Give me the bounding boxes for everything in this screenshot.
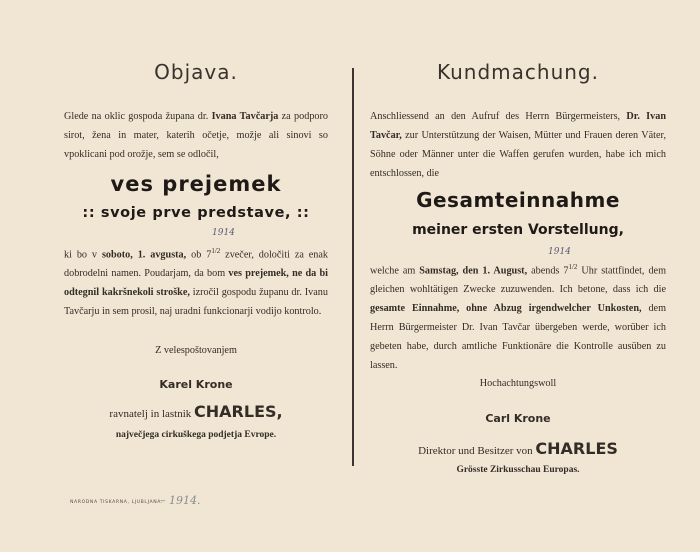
left-intro-text: Glede na oklic gospoda župana dr. xyxy=(64,111,212,122)
right-intro-text: Anschliessend an den Aufruf des Herrn Bürgermeisters, xyxy=(370,111,627,122)
right-intro xyxy=(370,107,666,183)
right-body-d: dem Herrn Bürgermeister Dr. Ivan Tavčar übergeben werde, worüber ich gebeten habe, durch amtliche Funktionäre die Kontrolle ausüben zu lassen. xyxy=(370,303,667,372)
left-subtitle: največjega cirkuškega podjetja Evrope. xyxy=(115,430,277,440)
left-handwritten-year: 1914 xyxy=(212,228,235,238)
right-intro-mayor: Dr. Ivan Tavčar, xyxy=(370,111,666,141)
right-body-c: Uhr stattfindet, dem gleichen wohltätigen Zwecke zuzuwenden. Ich betone, dass ich die xyxy=(370,265,666,296)
right-body-emph: gesamte Einnahme, ohne Abzug irgendwelcher Unkosten, xyxy=(370,303,642,315)
right-role xyxy=(368,439,668,458)
left-body-b: ob 7 xyxy=(186,249,212,261)
footer-handwritten-year: – 1914. xyxy=(160,494,201,507)
left-body-half: 1/2 xyxy=(211,247,221,255)
left-intro-rest: za podporo sirot, žena in mater, katerih očetje, možje ali sinovi so vpoklicani pod orožje, sem se odločil, xyxy=(64,111,328,160)
right-body-a: welche am xyxy=(370,265,420,277)
left-body-date: soboto, 1. avgusta, xyxy=(101,249,187,261)
left-headline-2: :: svoje prve predstave, :: xyxy=(82,205,310,221)
left-body-emph: ves prejemek, ne da bi odtegnil kakršnekoli stroške, xyxy=(64,268,328,299)
right-headline-1: Gesamteinnahme xyxy=(416,188,620,212)
left-role-text: ravnatelj in lastnik xyxy=(109,408,195,420)
right-headline-2: meiner ersten Vorstellung, xyxy=(412,222,624,238)
left-body xyxy=(64,242,328,321)
right-body xyxy=(370,258,666,375)
left-headline-1: ves prejemek xyxy=(110,172,282,196)
left-body-c: zvečer, določiti za enak dobrodelni namen. Poudarjam, da bom xyxy=(64,249,329,280)
column-divider xyxy=(352,68,354,466)
right-body-b: abends 7 xyxy=(527,265,569,277)
left-intro xyxy=(64,107,328,164)
left-greeting: Z velespoštovanjem xyxy=(155,345,237,356)
right-body-date: Samstag, den 1. August, xyxy=(419,265,528,277)
left-intro-mayor: Ivana Tavčarja xyxy=(211,111,279,122)
right-subtitle: Grösste Zirkusschau Europas. xyxy=(456,465,580,475)
right-greeting: Hochachtungswoll xyxy=(479,378,557,389)
right-title: Kundmachung. xyxy=(437,60,599,84)
printer-imprint: NARODNA TISKARNA, LJUBLJANA. xyxy=(70,500,163,505)
right-body-half: 1/2 xyxy=(568,263,578,271)
left-body-d: izročil gospodu županu dr. Ivanu Tavčarju in sem prosil, naj uradni funkcionarji vodijo kontrolo. xyxy=(64,287,328,318)
right-handwritten-year: 1914 xyxy=(548,247,571,257)
left-brand: CHARLES, xyxy=(194,402,283,421)
left-signatory: Karel Krone xyxy=(159,378,233,391)
right-brand: CHARLES xyxy=(535,439,618,458)
left-title: Objava. xyxy=(154,60,238,84)
right-signatory: Carl Krone xyxy=(485,412,551,425)
left-role xyxy=(62,402,330,421)
right-intro-rest: zur Unterstützung der Waisen, Mütter und Frauen deren Väter, Söhne oder Männer unter die Waffen gerufen wurden, habe ich mich entschlossen, die xyxy=(370,130,666,179)
left-body-a: ki bo v xyxy=(64,249,102,261)
right-role-text: Direktor und Besitzer von xyxy=(418,445,536,457)
